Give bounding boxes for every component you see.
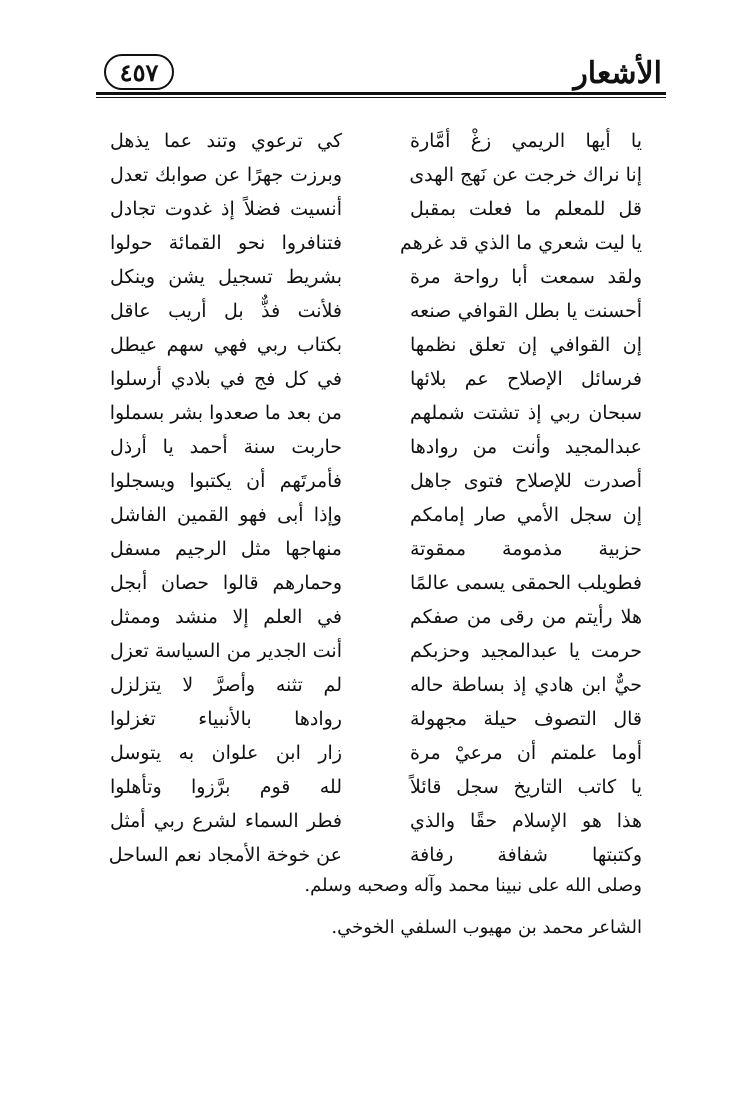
page-number-badge xyxy=(104,54,174,90)
verse-second-hemistich: عن خوخة الأمجاد نعم الساحل xyxy=(108,844,342,866)
verse-second-hemistich: زار ابن علوان به يتوسل xyxy=(110,742,342,764)
verse-second-hemistich: وبرزت جهرًا عن صوابك تعدل xyxy=(110,164,342,186)
verse-second-hemistich: في كل فج في بلادي أرسلوا xyxy=(110,368,342,390)
verse-second-hemistich: منهاجها مثل الرجيم مسفل xyxy=(110,538,342,560)
verse-line xyxy=(0,428,750,466)
page-header-title: الأشعار xyxy=(573,56,662,91)
page-number: ٤٥٧ xyxy=(119,57,159,87)
verse-line xyxy=(0,360,750,398)
verse-first-hemistich: حزبية مذمومة ممقوتة xyxy=(410,538,642,560)
verse-line xyxy=(0,190,750,228)
verse-second-hemistich: وإذا أبى فهو القمين الفاشل xyxy=(110,504,342,526)
verse-first-hemistich: عبدالمجيد وأنت من روادها xyxy=(410,436,642,458)
verse-second-hemistich: أنسيت فضلاً إذ غدوت تجادل xyxy=(110,198,342,220)
verse-second-hemistich: وحمارهم قالوا حصان أبجل xyxy=(110,572,342,594)
verse-line xyxy=(0,836,750,874)
verse-line xyxy=(0,156,750,194)
verse-second-hemistich: لم تثنه وأصرَّ لا يتزلزل xyxy=(110,674,342,696)
verse-line xyxy=(0,666,750,704)
verse-line xyxy=(0,598,750,636)
verse-first-hemistich: يا أيها الريمي زغْ أمَّارة xyxy=(410,130,642,152)
verse-line xyxy=(0,802,750,840)
verse-line xyxy=(0,496,750,534)
verse-first-hemistich: هذا هو الإسلام حقًا والذي xyxy=(410,810,642,832)
verse-second-hemistich: فلأنت فذٌّ بل أريب عاقل xyxy=(110,300,342,322)
verse-first-hemistich: ولقد سمعت أبا رواحة مرة xyxy=(410,266,642,288)
verse-line xyxy=(0,734,750,772)
header-divider xyxy=(96,92,666,95)
verse-first-hemistich: قل للمعلم ما فعلت بمقبل xyxy=(410,198,642,220)
header-divider-thin xyxy=(96,97,666,98)
verse-second-hemistich: من بعد ما صعدوا بشر بسملوا xyxy=(109,402,342,424)
verse-first-hemistich: قال التصوف حيلة مجهولة xyxy=(410,708,642,730)
verse-first-hemistich: إن القوافي إن تعلق نظمها xyxy=(410,334,642,356)
verse-first-hemistich: هلا رأيتم من رقى من صفكم xyxy=(410,606,642,628)
verse-second-hemistich: روادها بالأنبياء تغزلوا xyxy=(110,708,342,730)
verse-second-hemistich: فتنافروا نحو القمائة حولوا xyxy=(110,232,342,254)
verse-first-hemistich: إن سجل الأمي صار إمامكم xyxy=(410,504,642,526)
verse-second-hemistich: كي ترعوي وتند عما يذهل xyxy=(110,130,342,152)
verse-first-hemistich: أصدرت للإصلاح فتوى جاهل xyxy=(410,470,642,492)
verse-second-hemistich: بشريط تسجيل يشن وينكل xyxy=(110,266,342,288)
verse-first-hemistich: فطويلب الحمقى يسمى عالمًا xyxy=(410,572,642,594)
verse-second-hemistich: حاربت سنة أحمد يا أرذل xyxy=(110,436,342,458)
verse-second-hemistich: لله قوم برَّزوا وتأهلوا xyxy=(110,776,342,798)
poet-signature: الشاعر محمد بن مهيوب السلفي الخوخي. xyxy=(331,917,642,938)
verse-second-hemistich: بكتاب ربي فهي سهم عيطل xyxy=(110,334,342,356)
verse-line xyxy=(0,122,750,160)
verse-second-hemistich: فأمرتَهم أن يكتبوا ويسجلوا xyxy=(110,470,342,492)
verse-second-hemistich: في العلم إلا منشد وممثل xyxy=(110,606,342,628)
verse-first-hemistich: يا ليت شعري ما الذي قد غرهم xyxy=(400,232,642,254)
verse-line xyxy=(0,768,750,806)
verse-second-hemistich: أنت الجدير من السياسة تعزل xyxy=(110,640,342,662)
verse-first-hemistich: حرمت يا عبدالمجيد وحزبكم xyxy=(410,640,642,662)
verse-line xyxy=(0,530,750,568)
verse-first-hemistich: حيٌّ ابن هادي إذ بساطة حاله xyxy=(410,674,642,696)
verse-line xyxy=(0,462,750,500)
verse-line xyxy=(0,632,750,670)
verse-line xyxy=(0,564,750,602)
verse-first-hemistich: وكتبتها شفافة رفافة xyxy=(410,844,642,866)
verse-first-hemistich: فرسائل الإصلاح عم بلائها xyxy=(410,368,642,390)
verse-line xyxy=(0,258,750,296)
verse-second-hemistich: فطر السماء لشرع ربي أمثل xyxy=(110,810,342,832)
verse-line xyxy=(0,326,750,364)
verse-first-hemistich: أحسنت يا بطل القوافي صنعه xyxy=(410,300,642,322)
verse-first-hemistich: يا كاتب التاريخ سجل قائلاً xyxy=(410,776,642,798)
verse-first-hemistich: أوما علمتم أن مرعيْ مرة xyxy=(410,742,642,764)
verse-line xyxy=(0,394,750,432)
verse-line xyxy=(0,700,750,738)
verse-line xyxy=(0,292,750,330)
verse-first-hemistich: إنا نراك خرجت عن نَهج الهدى xyxy=(409,164,642,186)
closing-blessing: وصلى الله على نبينا محمد وآله وصحبه وسلم. xyxy=(304,875,642,896)
verse-line xyxy=(0,224,750,262)
verse-first-hemistich: سبحان ربي إذ تشتت شملهم xyxy=(410,402,642,424)
